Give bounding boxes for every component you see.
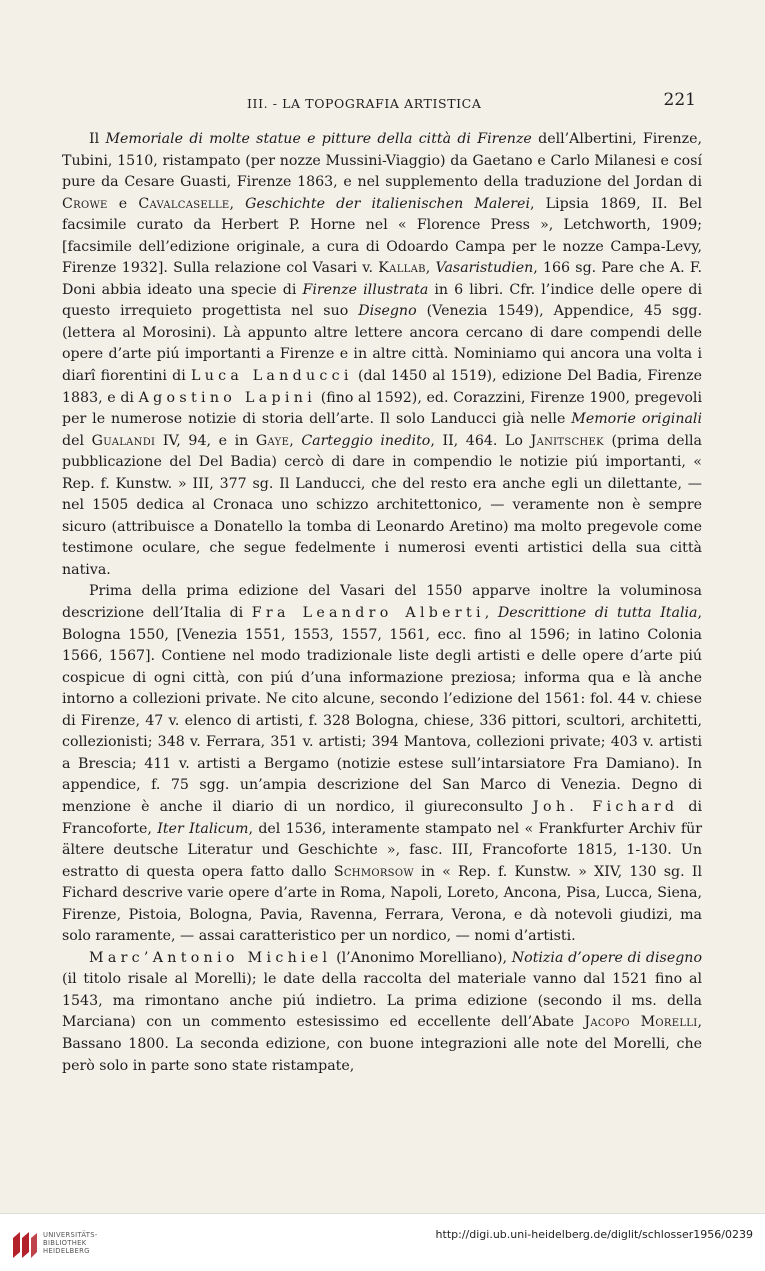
body-text [62, 129, 702, 1077]
italic-run: Vasaristudien [435, 260, 534, 277]
text-run: dell’Albertini, Firenze, Tubini, 1510, ristampato (per nozze Mussini-Viaggio) da Gaetano e Carlo Milanesi e cosí pure da Cesare Guasti, Firenze 1863, e nel supplemento della traduzione del Jordan di [62, 131, 703, 191]
text-run: Prima della prima edizione del Vasari del 1550 apparve inoltre la voluminosa descrizione dell’Italia di [62, 583, 702, 622]
spaced-name: Joh. Fichard [532, 798, 679, 815]
paragraph-3 [62, 948, 702, 1077]
italic-run: Iter Italicum [157, 820, 249, 837]
text-run: in 6 libri. Cfr. l’indice delle opere di questo irrequieto progettista nel suo [62, 281, 702, 320]
small-caps-name: Gaye [255, 432, 290, 449]
small-caps-name: Gualandi [91, 432, 156, 449]
text-run: IV, 94, e in [155, 432, 256, 449]
text-run: , Lipsia 1869, II. Bel facsimile curato da Herbert P. Horne nel « Florence Press », Letchworth, 1909; [facsimile dell’edizione originale, a cura di Odoardo Campa per le nozze Campa-Levy, Firenze 1932]. Sulla relazione col Vasari v. [62, 195, 703, 277]
text-run: (il titolo risale al Morelli); le date della raccolta del materiale vanno dal 1521 fino al 1543, ma rimontano anche piú indietro. La prima edizione (secondo il ms. della Marciana) con un commento estesissimo ed eccellente dell’Abate [62, 971, 702, 1031]
small-caps-name: Kallab [378, 260, 426, 277]
italic-run: Disegno [358, 303, 417, 320]
running-head: III. - LA TOPOGRAFIA ARTISTICA [247, 96, 482, 111]
text-run: (dal 1450 al 1519), edizione Del Badia, Firenze 1883, e di [62, 368, 703, 406]
heidelberg-library-logo-icon [10, 1228, 38, 1262]
viewer-footer [0, 1213, 765, 1271]
italic-run: Memorie originali [571, 411, 703, 428]
spaced-name: Luca Landucci [190, 368, 353, 385]
text-run: , del 1536, interamente stampato nel « Frankfurter Archiv für ältere deutsche Literatur und Geschichte », fasc. III, Francoforte 1815, 1-130. Un estratto di questa opera fatto dallo [62, 820, 702, 880]
paragraph-1 [62, 129, 702, 581]
small-caps-name: Crowe [62, 195, 108, 212]
text-run: (Venezia 1549), Appendice, 45 sgg. (lettera al Morosini). Là appunto altre lettere ancora cercano di dare compendi delle opere d’arte piú importanti a Firenze e in altre città. Nominiamo qui ancora una volta i diarî fiorentini di [62, 303, 702, 385]
paragraph-2 [62, 581, 702, 947]
small-caps-name: Jacopo Morelli [584, 1014, 698, 1031]
italic-run: Carteggio inedito [301, 432, 431, 449]
text-run: , [229, 195, 246, 212]
library-logo[interactable] [10, 1228, 120, 1262]
logo-line-3: HEIDELBERG [43, 1247, 90, 1255]
text-run: , Bassano 1800. La seconda edizione, con buone integrazioni alle note del Morelli, che però solo in parte sono state ristampate, [62, 1014, 702, 1074]
italic-run: Firenze illustrata [302, 281, 429, 298]
library-logo-text [43, 1231, 98, 1255]
text-run: (l’Anonimo Morelliano), [331, 949, 512, 966]
logo-line-1: UNIVERSITÄTS- [43, 1231, 98, 1239]
text-run: , 166 sg. Pare che A. F. Doni abbia ideato una specie di [62, 260, 702, 298]
text-run: , [484, 605, 498, 622]
text-run: , [289, 432, 302, 449]
text-run: di Francoforte, [62, 798, 702, 837]
text-run: , II, 464. Lo [430, 432, 531, 449]
italic-run: Descrittione di tutta Italia [497, 605, 698, 622]
text-run: , [425, 260, 436, 277]
text-run: (prima della pubblicazione del Del Badia) cercò di dare in compendio le notizie piú importanti, « Rep. f. Kunstw. » III, 377 sg. Il Landucci, che del resto era anche egli un dilettante, — nel 1505 dedica al Cronaca uno schizzo architettonico, — veramente non è sempre sicuro (attribuisce a Donatello la tomba di Leonardo Aretino) ma molto pregevole come testimone oculare, che segue fedelmente i numerosi eventi artistici della sua città nativa. [62, 432, 702, 578]
page-number: 221 [663, 90, 696, 110]
text-run: e [107, 195, 139, 212]
small-caps-name: Schmorsow [333, 863, 414, 880]
text-run: (fino al 1592), ed. Corazzini, Firenze 1900, pregevoli per le numerose notizie di storia dell’arte. Il solo Landucci già nelle [62, 389, 702, 428]
spaced-name: Agostino Lapini [138, 389, 317, 406]
italic-run: Notizia d’opere di disegno [511, 949, 702, 966]
spaced-name: Fra Leandro Alberti [251, 605, 485, 622]
small-caps-name: Cavalcaselle [138, 195, 230, 212]
italic-run: Geschichte der italienischen Malerei [245, 195, 530, 212]
text-run: del [62, 432, 92, 449]
text-run: , Bologna 1550, [Venezia 1551, 1553, 1557, 1561, ecc. fino al 1596; in latino Colonia 1566, 1567]. Contiene nel modo tradizionale liste degli artisti e delle opere d’arte piú cospicue di ogni città, con piú d’una informazione preziosa; informa qua e là anche intorno a collezioni private. Ne cito alcune, secondo l’edizione del 1561: fol. 44 v. chiese di Firenze, 47 v. elenco di artisti, f. 328 Bologna, chiese, 336 pittori, scultori, architetti, collezionisti; 348 v. Ferrara, 351 v. artisti; 394 Mantova, collezioni private; 403 v. artisti a Brescia; 411 v. artisti a Bergamo (notizie estese sull’intarsiatore Fra Damiano). In appendice, f. 75 sgg. un’ampia descrizione del San Marco di Venezia. Degno di menzione è anche il diario di un nordico, il giureconsulto [62, 605, 703, 815]
page-header [62, 90, 702, 120]
permalink-url[interactable]: http://digi.ub.uni-heidelberg.de/diglit/schlosser1956/0239 [435, 1228, 753, 1241]
italic-run: Memoriale di molte statue e pitture della città di Firenze [105, 131, 532, 147]
text-run: in « Rep. f. Kunstw. » XIV, 130 sg. Il Fichard descrive varie opere d’arte in Roma, Napoli, Loreto, Ancona, Pisa, Lucca, Siena, Firenze, Pistoia, Bologna, Pavia, Ravenna, Ferrara, Verona, e dà notevoli giudizi, ma solo raramente, — assai caratteristico per un nordico, — nomi d’artisti. [62, 863, 702, 945]
spaced-name: Marc’Antonio Michiel [89, 949, 332, 966]
small-caps-name: Janitschek [530, 432, 604, 449]
logo-line-2: BIBLIOTHEK [43, 1239, 87, 1247]
text-run: Il [89, 131, 106, 147]
